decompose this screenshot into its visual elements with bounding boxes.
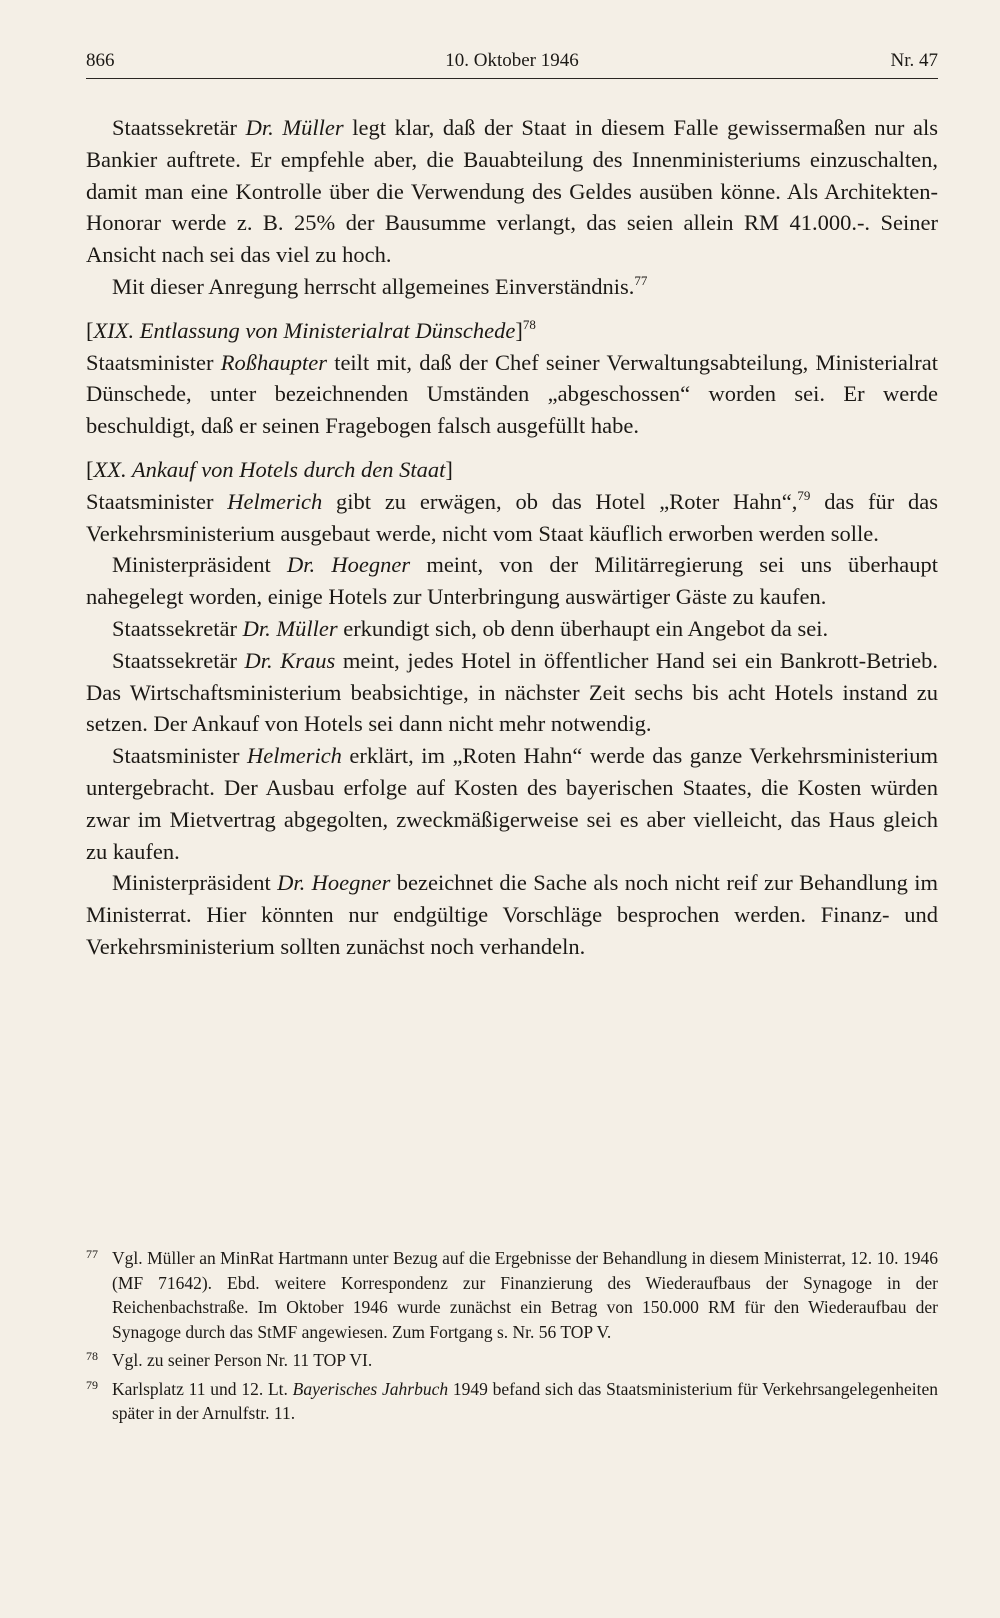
paragraph-text: gibt zu erwägen, ob das Hotel „Roter Hahn“,	[322, 488, 798, 514]
paragraph-text: erklärt, im „Roten Hahn“ werde das ganze Verkehrsministerium untergebracht. Der Ausbau erfolge auf Kosten des bayerischen Staates, die Kosten würden zwar im Mietvertrag abgegolten, zweckmäßigerweise sei es aber vielleicht, das Haus gleich zu kaufen.	[86, 743, 938, 864]
speaker-title: Staatsminister	[112, 743, 247, 769]
paragraph-text: bezeichnet die Sache als noch nicht reif zur Behandlung im Ministerrat. Hier könnten nur endgültige Vorschläge besprochen werden. Finanz- und Verkehrsministerium sollten zunächst noch verhandeln.	[86, 870, 938, 959]
speaker-title: Staatsminister	[86, 488, 228, 514]
paragraph-text: meint, von der Militärregierung sei uns überhaupt nahegelegt worden, einige Hotels zur Unterbringung auswärtiger Gäste zu kaufen.	[86, 552, 938, 610]
footnote-text: 1949 befand sich das Staatsministerium für Verkehrsangelegenheiten später in der Arnulfstr. 11.	[112, 1378, 938, 1423]
speaker-name: Helmerich	[227, 488, 323, 514]
footnote-79	[86, 1377, 938, 1426]
running-header	[86, 48, 938, 79]
paragraph-text: Mit dieser Anregung herrscht allgemeines Einverständnis.	[112, 273, 635, 299]
speaker-title: Ministerpräsident	[112, 552, 287, 578]
document-number: Nr. 47	[890, 50, 938, 71]
paragraph-text: das für das Verkehrsministerium ausgebaut werde, nicht vom Staat käuflich erworben werden solle.	[86, 488, 938, 546]
paragraph-text: erkundigt sich, ob denn überhaupt ein Angebot da sei.	[337, 615, 829, 641]
paragraph	[86, 112, 938, 271]
paragraph	[86, 347, 938, 442]
paragraph-text: meint, jedes Hotel in öffentlicher Hand sei ein Bankrott-Betrieb. Das Wirtschaftsministerium beabsichtige, in nächster Zeit sechs bis acht Hotels instand zu setzen. Der Ankauf von Hotels sei dann nicht mehr notwendig.	[86, 647, 939, 737]
speaker-name: Roßhaupter	[220, 349, 327, 375]
bracket: [	[86, 456, 94, 482]
speaker-title: Staatsminister	[86, 349, 221, 375]
footnote-text: Karlsplatz 11 und 12. Lt.	[112, 1378, 293, 1399]
speaker-name: Dr. Kraus	[244, 647, 336, 673]
footnote-text: Vgl. Müller an MinRat Hartmann unter Bezug auf die Ergebnisse der Behandlung in diesem Ministerrat, 12. 10. 1946 (MF 71642). Ebd. weitere Korrespondenz zur Finanzierung des Wiederaufbaus der Synagoge in der Reichenbachstraße. Im Oktober 1946 wurde zunächst ein Betrag von 150.000 RM für den Wiederaufbau der Synagoge durch das StMF angewiesen. Zum Fortgang s. Nr. 56 TOP V.	[112, 1248, 938, 1342]
paragraph	[86, 645, 938, 740]
footnote-number: 77	[86, 1247, 98, 1261]
speaker-title: Staatssekretär	[112, 615, 243, 641]
footnote-number: 78	[86, 1349, 98, 1363]
bracket: ]	[445, 456, 453, 482]
speaker-name: Helmerich	[246, 743, 342, 769]
section-heading-xx	[86, 454, 938, 486]
footnote-number: 79	[86, 1377, 98, 1392]
footnote-ref[interactable]: 78	[522, 316, 536, 332]
speaker-name: Dr. Müller	[242, 615, 338, 641]
main-text	[86, 112, 938, 963]
speaker-name: Dr. Hoegner	[286, 552, 411, 578]
speaker-name: Dr. Müller	[245, 115, 344, 140]
bracket: ]	[515, 317, 523, 343]
paragraph-text: teilt mit, daß der Chef seiner Verwaltungsabteilung, Ministerialrat Dünschede, unter bezeichnenden Umständen „abgeschossen“ worden sei. Er werde beschuldigt, daß er seinen Fragebogen falsch ausgefüllt habe.	[86, 349, 938, 439]
speaker-title: Ministerpräsident	[112, 870, 278, 896]
footnote-ref[interactable]: 77	[634, 272, 648, 288]
header-date: 10. Oktober 1946	[445, 50, 579, 71]
paragraph	[86, 486, 938, 550]
speaker-name: Dr. Hoegner	[277, 870, 391, 896]
footnotes	[86, 1246, 938, 1430]
speaker-title: Staatssekretär	[112, 647, 245, 673]
bracket: [	[86, 317, 94, 343]
paragraph	[86, 613, 938, 645]
paragraph	[86, 867, 938, 962]
page-number: 866	[86, 50, 115, 71]
footnote-text: Vgl. zu seiner Person Nr. 11 TOP VI.	[112, 1350, 373, 1370]
footnote-77	[86, 1246, 938, 1344]
section-heading-xix	[86, 315, 938, 347]
footnote-ref[interactable]: 79	[797, 487, 811, 503]
paragraph	[86, 740, 938, 867]
paragraph-text: legt klar, daß der Staat in diesem Falle gewissermaßen nur als Bankier auftrete. Er empfehle aber, die Bauabteilung des Innenministeriums einzuschalten, damit man eine Kontrolle über die Verwendung des Geldes ausüben könne. Als Architekten-Honorar werde z. B. 25% der Bausumme verlangt, das seien allein RM 41.000.-. Seiner Ansicht nach sei das viel zu hoch.	[86, 115, 938, 268]
paragraph	[86, 271, 938, 303]
section-title: XIX. Entlassung von Ministerialrat Dünschede	[93, 317, 516, 343]
footnote-italic-title: Bayerisches Jahrbuch	[292, 1378, 449, 1399]
footnote-78	[86, 1348, 938, 1373]
paragraph	[86, 549, 938, 613]
section-title: XX. Ankauf von Hotels durch den Staat	[93, 456, 446, 482]
speaker-title: Staatssekretär	[112, 115, 246, 140]
